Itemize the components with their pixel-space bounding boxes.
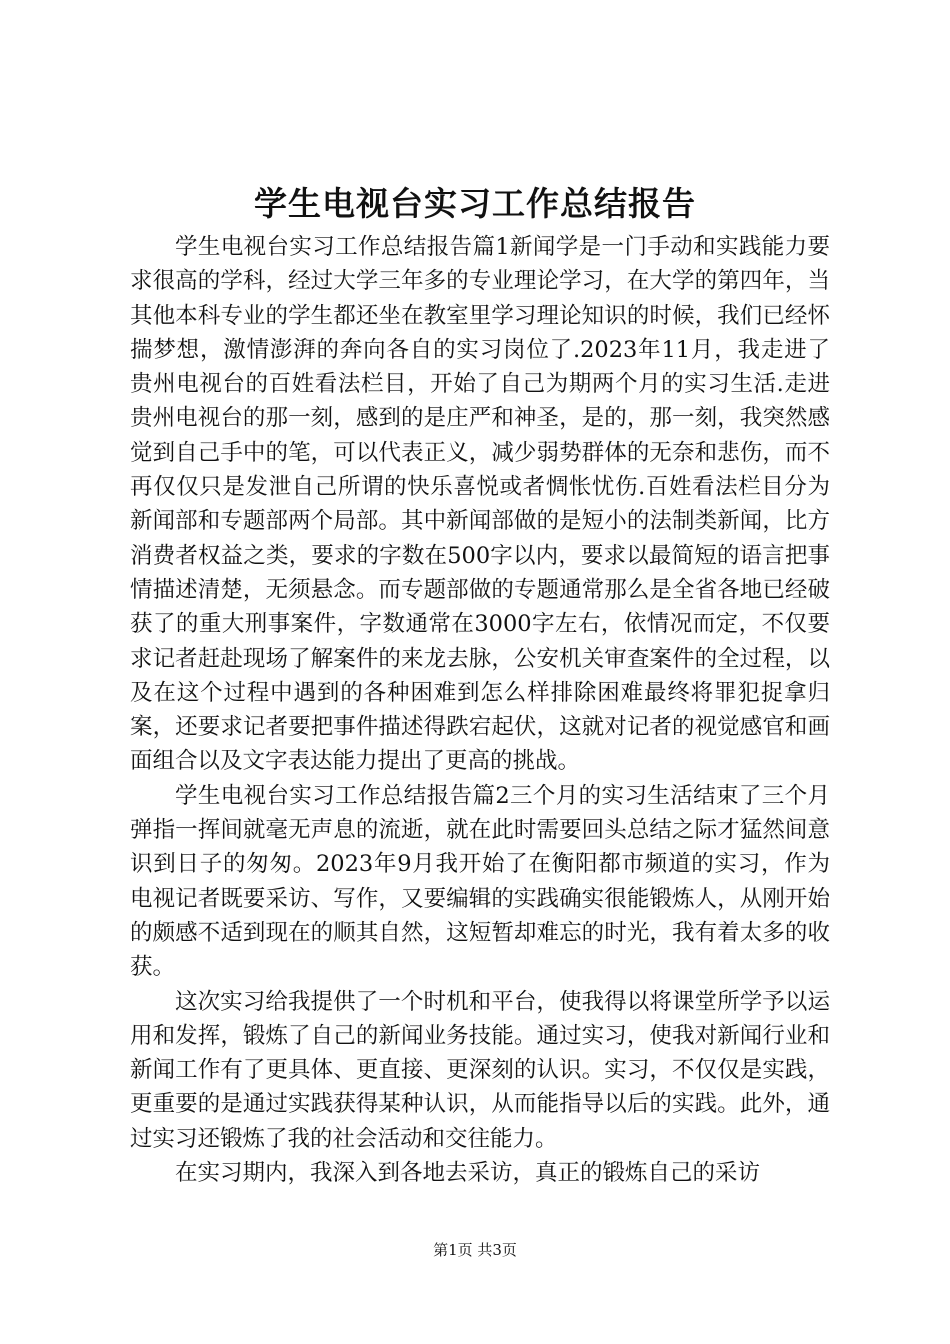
paragraph-2: 学生电视台实习工作总结报告篇2三个月的实习生活结束了三个月弹指一挥间就毫无声息的流逝，就在此时需要回头总结之际才猛然间意识到日子的匆匆。2023年9月我开始了在衡阳都市频道的实习，作为电视记者既要采访、写作，又要编辑的实践确实很能锻炼人，从刚开始的颇感不适到现在的顺其自然，这短暂却难忘的时光，我有着太多的收获。: [130, 782, 830, 981]
document-title: 学生电视台实习工作总结报告: [254, 184, 696, 223]
paragraph-4: 在实习期内，我深入到各地去采访，真正的锻炼自己的采访: [175, 1160, 761, 1187]
document-body: [130, 230, 830, 1190]
page-footer: 第1页 共3页: [433, 1241, 517, 1259]
paragraph-1: 学生电视台实习工作总结报告篇1新闻学是一门手动和实践能力要求很高的学科，经过大学三年多的专业理论学习，在大学的第四年，当其他本科专业的学生都还坐在教室里学习理论知识的时候，我们已经怀揣梦想，激情澎湃的奔向各自的实习岗位了.2023年11月，我走进了贵州电视台的百姓看法栏目，开始了自己为期两个月的实习生活.走进贵州电视台的那一刻，感到的是庄严和神圣，是的，那一刻，我突然感觉到自己手中的笔，可以代表正义，减少弱势群体的无奈和悲伤，而不再仅仅只是发泄自己所谓的快乐喜悦或者惆怅忧伤.百姓看法栏目分为新闻部和专题部两个局部。其中新闻部做的是短小的法制类新闻，比方消费者权益之类，要求的字数在500字以内，要求以最简短的语言把事情描述清楚，无须悬念。而专题部做的专题通常那么是全省各地已经破获了的重大刑事案件，字数通常在3000字左右，依情况而定，不仅要求记者赶赴现场了解案件的来龙去脉，公安机关审查案件的全过程，以及在这个过程中遇到的各种困难到怎么样排除困难最终将罪犯捉拿归案，还要求记者要把事件描述得跌宕起伏，这就对记者的视觉感官和画面组合以及文字表达能力提出了更高的挑战。: [130, 234, 830, 775]
paragraph-3: 这次实习给我提供了一个时机和平台，使我得以将课堂所学予以运用和发挥，锻炼了自己的新闻业务技能。通过实习，使我对新闻行业和新闻工作有了更具体、更直接、更深刻的认识。实习，不仅仅是实践，更重要的是通过实践获得某种认识，从而能指导以后的实践。此外，通过实习还锻炼了我的社会活动和交往能力。: [130, 988, 830, 1152]
